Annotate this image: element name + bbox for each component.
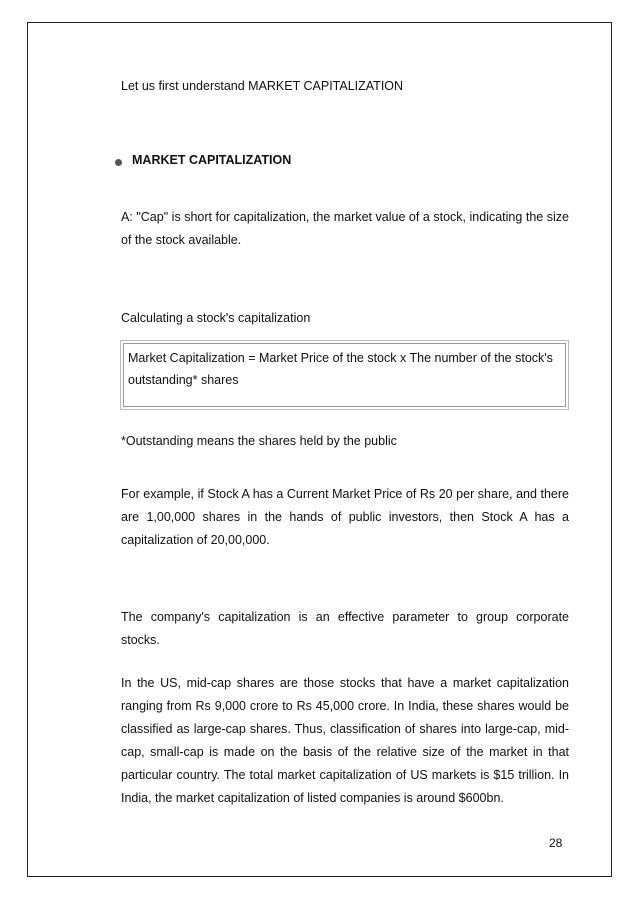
footnote-text: *Outstanding means the shares held by the public	[121, 434, 397, 448]
intro-text: Let us first understand MARKET CAPITALIZATION	[121, 79, 404, 93]
formula-text: Market Capitalization = Market Price of the stock x The number of the stock's outstanding* shares	[123, 343, 566, 407]
calc-label: Calculating a stock's capitalization	[121, 311, 311, 325]
section-heading-text: MARKET CAPITALIZATION	[132, 153, 292, 167]
formula-box	[120, 340, 569, 410]
bullet-icon	[115, 159, 122, 166]
us-india-paragraph: In the US, mid-cap shares are those stocks that have a market capitalization ranging from Rs 9,000 crore to Rs 45,000 crore. In India, these shares would be classified as large-cap shares. Thus, classification of shares into large-cap, mid-cap, small-cap is made on the basis of the relative size of the market in that particular country. The total market capitalization of US markets is $15 trillion. In India, the market capitalization of listed companies is around $600bn.	[121, 676, 569, 805]
section-heading	[115, 153, 291, 167]
page-number: 28	[549, 836, 563, 850]
parameter-paragraph: The company's capitalization is an effective parameter to group corporate stocks.	[121, 610, 569, 647]
answer-paragraph: A: "Cap" is short for capitalization, the market value of a stock, indicating the size of the stock available.	[121, 210, 569, 247]
example-paragraph: For example, if Stock A has a Current Market Price of Rs 20 per share, and there are 1,00,000 shares in the hands of public investors, then Stock A has a capitalization of 20,00,000.	[121, 487, 569, 547]
